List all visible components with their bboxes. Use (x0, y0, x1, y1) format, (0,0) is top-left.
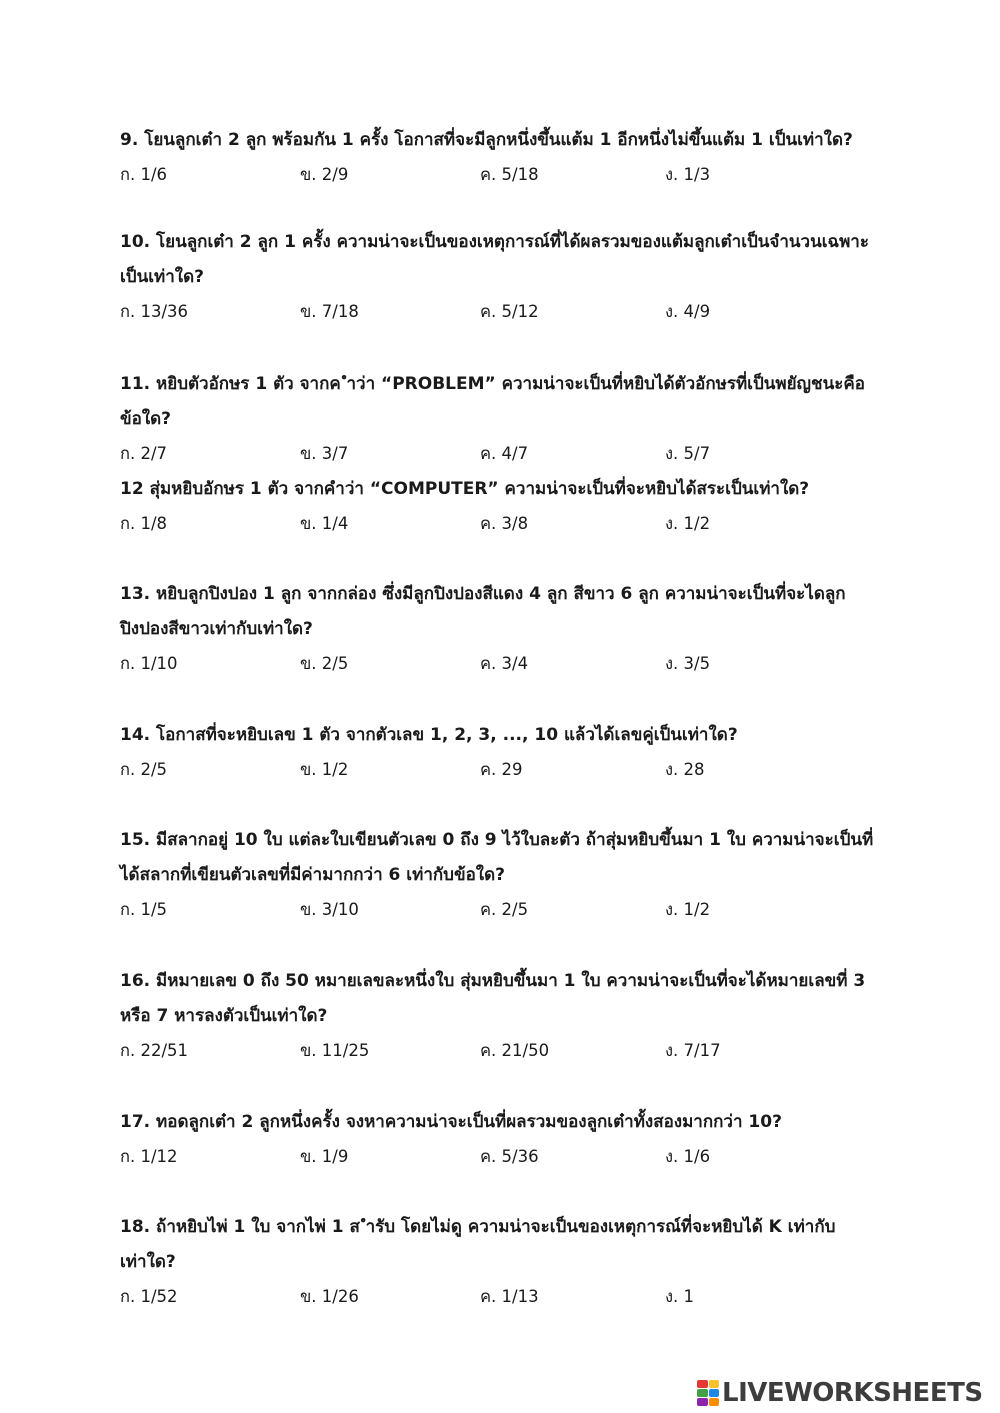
question-12 (120, 472, 880, 541)
question-text: 10. โยนลูกเต๋า 2 ลูก 1 ครั้ง ความน่าจะเป็นของเหตุการณ์ที่ได้ผลรวมของแต้มลูกเต๋าเป็นจำนวนเฉพาะเป็นเท่าใด? (120, 232, 869, 287)
question-text: 14. โอกาสที่จะหยิบเลข 1 ตัว จากตัวเลข 1, 2, 3, ..., 10 แล้วได้เลขคู่เป็นเท่าใด? (120, 725, 738, 745)
option-b[interactable]: ข. 1/26 (300, 1287, 359, 1306)
option-c[interactable]: ค. 5/36 (480, 1147, 539, 1166)
option-d[interactable]: ง. 5/7 (665, 444, 711, 463)
option-a[interactable]: ก. 2/5 (120, 760, 168, 779)
answer-options (120, 507, 880, 541)
answer-options (120, 753, 880, 787)
logo-tile (697, 1398, 708, 1406)
option-b[interactable]: ข. 1/4 (300, 514, 349, 533)
logo-tile (709, 1398, 720, 1406)
question-text: 12 สุ่มหยิบอักษร 1 ตัว จากคำว่า “COMPUTER” ความน่าจะเป็นที่จะหยิบได้สระเป็นเท่าใด? (120, 479, 810, 499)
option-c[interactable]: ค. 5/18 (480, 165, 539, 184)
option-d[interactable]: ง. 7/17 (665, 1041, 721, 1060)
liveworksheets-logo-icon (697, 1380, 719, 1406)
option-c[interactable]: ค. 3/4 (480, 654, 529, 673)
option-b[interactable]: ข. 2/5 (300, 654, 349, 673)
option-a[interactable]: ก. 13/36 (120, 302, 189, 321)
option-c[interactable]: ค. 3/8 (480, 514, 529, 533)
question-13 (120, 577, 880, 681)
logo-tile (709, 1380, 720, 1388)
answer-options (120, 437, 880, 471)
option-c[interactable]: ค. 2/5 (480, 900, 529, 919)
question-text: 17. ทอดลูกเต๋า 2 ลูกหนึ่งครั้ง จงหาความน่าจะเป็นที่ผลรวมของลูกเต๋าทั้งสองมากกว่า 10? (120, 1112, 782, 1132)
option-b[interactable]: ข. 1/9 (300, 1147, 349, 1166)
question-14 (120, 718, 880, 787)
option-c[interactable]: ค. 5/12 (480, 302, 539, 321)
option-b[interactable]: ข. 3/10 (300, 900, 359, 919)
option-d[interactable]: ง. 4/9 (665, 302, 711, 321)
option-c[interactable]: ค. 21/50 (480, 1041, 550, 1060)
option-b[interactable]: ข. 3/7 (300, 444, 349, 463)
option-a[interactable]: ก. 2/7 (120, 444, 168, 463)
liveworksheets-brand (697, 1377, 983, 1409)
brand-name: LIVEWORKSHEETS (722, 1378, 983, 1408)
question-9 (120, 123, 880, 192)
answer-options (120, 893, 880, 927)
answer-options (120, 647, 880, 681)
option-c[interactable]: ค. 1/13 (480, 1287, 539, 1306)
option-a[interactable]: ก. 22/51 (120, 1041, 189, 1060)
option-d[interactable]: ง. 3/5 (665, 654, 711, 673)
answer-options (120, 158, 880, 192)
option-d[interactable]: ง. 28 (665, 760, 705, 779)
option-d[interactable]: ง. 1/2 (665, 900, 711, 919)
option-d[interactable]: ง. 1/2 (665, 514, 711, 533)
answer-options (120, 295, 880, 329)
option-a[interactable]: ก. 1/5 (120, 900, 168, 919)
question-10 (120, 225, 880, 329)
question-text: 13. หยิบลูกปิงปอง 1 ลูก จากกล่อง ซึ่งมีลูกปิงปองสีแดง 4 ลูก สีขาว 6 ลูก ความน่าจะเป็นที่จะไดลูกปิงปองสีขาวเท่ากับเท่าใด? (120, 584, 846, 639)
question-15 (120, 823, 880, 927)
logo-tile (697, 1380, 708, 1388)
option-d[interactable]: ง. 1 (665, 1287, 695, 1306)
answer-options (120, 1140, 880, 1174)
option-a[interactable]: ก. 1/12 (120, 1147, 178, 1166)
option-c[interactable]: ค. 29 (480, 760, 523, 779)
option-b[interactable]: ข. 7/18 (300, 302, 359, 321)
answer-options (120, 1280, 880, 1314)
option-a[interactable]: ก. 1/10 (120, 654, 178, 673)
logo-tile (697, 1389, 708, 1397)
question-text: 16. มีหมายเลข 0 ถึง 50 หมายเลขละหนึ่งใบ สุ่มหยิบขึ้นมา 1 ใบ ความน่าจะเป็นที่จะได้หมายเลขที่ 3 หรือ 7 หารลงตัวเป็นเท่าใด? (120, 971, 866, 1026)
option-b[interactable]: ข. 2/9 (300, 165, 349, 184)
question-11 (120, 367, 880, 471)
option-b[interactable]: ข. 11/25 (300, 1041, 370, 1060)
question-17 (120, 1105, 880, 1174)
option-a[interactable]: ก. 1/6 (120, 165, 168, 184)
answer-options (120, 1034, 880, 1068)
question-18 (120, 1210, 880, 1314)
option-c[interactable]: ค. 4/7 (480, 444, 529, 463)
question-text: 15. มีสลากอยู่ 10 ใบ แต่ละใบเขียนตัวเลข 0 ถึง 9 ไว้ใบละตัว ถ้าสุ่มหยิบขึ้นมา 1 ใบ ความน่าจะเป็นที่ได้สลากที่เขียนตัวเลขที่มีค่ามากกว่า 6 เท่ากับข้อใด? (120, 830, 874, 885)
question-text: 18. ถ้าหยิบไพ่ 1 ใบ จากไพ่ 1 ส ำรับ โดยไม่ดู ความน่าจะเป็นของเหตุการณ์ที่จะหยิบได้ K เท่ากับเท่าใด? (120, 1217, 836, 1272)
question-text: 9. โยนลูกเต๋า 2 ลูก พร้อมกัน 1 ครั้ง โอกาสที่จะมีลูกหนึ่งขึ้นแต้ม 1 อีกหนึ่งไม่ขึ้นแต้ม 1 เป็นเท่าใด? (120, 130, 853, 150)
option-b[interactable]: ข. 1/2 (300, 760, 349, 779)
logo-tile (709, 1389, 720, 1397)
option-a[interactable]: ก. 1/8 (120, 514, 168, 533)
question-16 (120, 964, 880, 1068)
option-d[interactable]: ง. 1/6 (665, 1147, 711, 1166)
question-text: 11. หยิบตัวอักษร 1 ตัว จากค ำว่า “PROBLEM” ความน่าจะเป็นที่หยิบได้ตัวอักษรที่เป็นพยัญชนะคือข้อใด? (120, 374, 865, 429)
option-d[interactable]: ง. 1/3 (665, 165, 711, 184)
option-a[interactable]: ก. 1/52 (120, 1287, 178, 1306)
